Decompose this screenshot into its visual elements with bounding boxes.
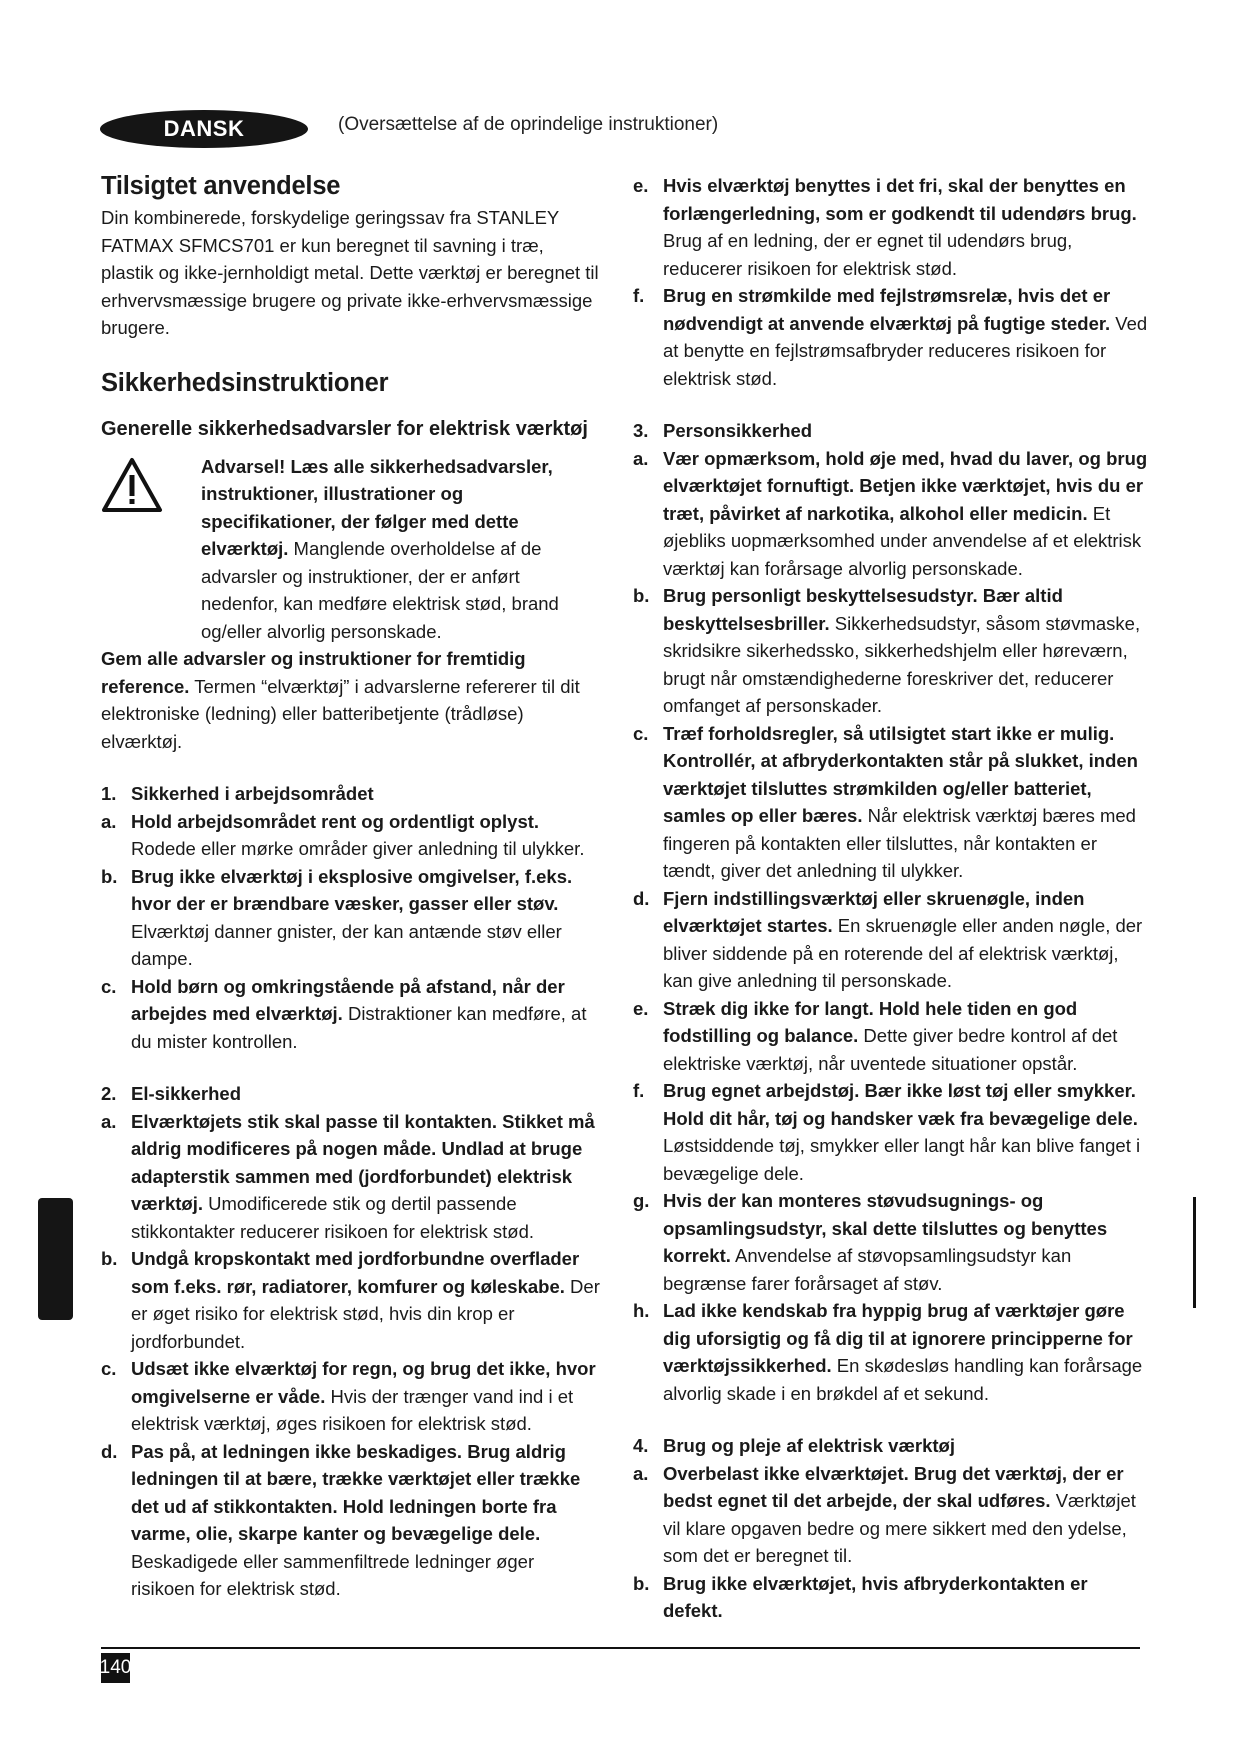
list-item: g. Hvis der kan monteres støvudsugnings- og opsamlingsudstyr, skal dette tilsluttes og benyttes korrekt. Anvendelse af støvopsamlingsudstyr kan begrænse farer forårsaget af støv. [633,1190,1108,1294]
section-3-list [633,445,1148,1408]
footer-rule [101,1647,1140,1649]
warning-triangle-icon [101,453,201,646]
list-item: d. Fjern indstillingsværktøj eller skruenøgle, inden elværktøjet startes. En skruenøgle eller anden nøgle, der bliver siddende på en roterende del af elektrisk værktøj, kan give anledning til personskade. [633,887,1143,991]
list-item: c. Træf forholdsregler, så utilsigtet start ikke er mulig. Kontrollér, at afbryderkontakten står på slukket, inden værktøjet tilsluttes strømkilden og/eller batteriet, samles op eller bæres. Når elektrisk værktøj bæres med fingeren på kontakten eller tilsluttes, når kontakten er tændt, giver det anledning til ulykker. [633,722,1138,881]
translation-subtitle: (Oversættelse af de oprindelige instruktioner) [338,114,719,135]
list-item: b. Brug ikke elværktøjet, hvis afbryderkontakten er defekt. [633,1572,1088,1621]
list-item: a. Elværktøjets stik skal passe til kontakten. Stikket må aldrig modificeres på nogen måde. Undlad at bruge adapterstik sammen med (jordforbundet) elektrisk værktøj. Umodificerede stik og dertil passende stikkontakter reducerer risikoen for elektrisk stød. [101,1110,595,1242]
list-item: h. Lad ikke kendskab fra hyppig brug af værktøjer gøre dig uforsigtig og få dig til at ignorere principperne for værktøjssikkerhed. En skødesløs handling kan forårsage alvorlig skade i en brøkdel af et sekund. [633,1300,1143,1404]
list-item: d. Pas på, at ledningen ikke beskadiges. Brug aldrig ledningen til at bære, trække værktøjet eller trække det ud af stikkontakten. Hold ledningen borte fra varme, olie, skarpe kanter og bevægelige dele. Beskadigede eller sammenfiltrede ledninger øger risikoen for elektrisk stød. [101,1440,581,1599]
general-safety-heading: Generelle sikkerhedsadvarsler for elektrisk værktøj [101,417,588,440]
list-item: e. Hvis elværktøj benyttes i det fri, skal der benyttes en forlængerledning, som er godkendt til udendørs brug. Brug af en ledning, der er egnet til udendørs brug, reducerer risikoen for elektrisk stød. [633,175,1137,279]
section-2-heading: 2. El-sikkerhed [101,1083,242,1104]
safety-instructions-heading: Sikkerhedsinstruktioner [101,368,389,397]
right-margin-mark [1193,1197,1196,1308]
page-number: 140 [101,1653,130,1683]
list-item: a. Vær opmærksom, hold øje med, hvad du laver, og brug elværktøjet fornuftigt. Betjen ikke værktøjet, hvis du er træt, påvirket af narkotika, alkohol eller medicin. Et øjebliks uopmærksomhed under anvendelse af et elektrisk værktøj kan forårsage alvorlig personskade. [633,447,1148,579]
list-item: b. Brug personligt beskyttelsesudstyr. Bær altid beskyttelsesbriller. Sikkerhedsudstyr, såsom støvmaske, skridsikre sikerhedssko, sikkerhedshjelm eller høreværn, brugt når omstændighederne foreskriver det, reducerer omfanget af personskader. [633,585,1141,716]
list-item: a. Hold arbejdsområdet rent og ordentligt oplyst. Rodede eller mørke områder giver anledning til ulykker. [101,810,585,859]
list-item: b. Undgå kropskontakt med jordforbundne overflader som f.eks. rør, radiatorer, komfurer og køleskabe. Der er øget risiko for elektrisk stød, hvis din krop er jordforbundet. [101,1248,600,1352]
right-column [633,172,1148,1625]
save-instructions-bold: Gem alle advarsler og instruktioner for fremtidig reference. [101,648,526,697]
list-item: a. Overbelast ikke elværktøjet. Brug det værktøj, der er bedst egnet til det arbejde, der skal udføres. Værktøjet vil klare opgaven bedre og mere sikkert med den ydelse, som det er beregnet til. [633,1462,1136,1566]
section-3-heading: 3. Personsikkerhed [633,420,813,441]
warning-bold-text: Advarsel! Læs alle sikkerhedsadvarsler, instruktioner, illustrationer og specifikationer, der følger med dette elværktøj. [201,455,553,559]
left-column [101,170,601,1603]
list-item: c. Hold børn og omkringstående på afstand, når der arbejdes med elværktøj. Distraktioner kan medføre, at du mister kontrollen. [101,975,587,1052]
section-1-heading: 1. Sikkerhed i arbejdsområdet [101,783,374,804]
list-item: e. Stræk dig ikke for langt. Hold hele tiden en god fodstilling og balance. Dette giver bedre kontrol af det elektriske værktøj, når uventede situationer opstår. [633,997,1118,1074]
section-4-heading: 4. Brug og pleje af elektrisk værktøj [633,1435,955,1456]
side-thumb-tab [38,1198,73,1320]
section-4-list [633,1460,1148,1625]
warning-text: Manglende overholdelse af de advarsler og instruktioner, der er anført nedenfor, kan medføre elektrisk stød, brand og/eller alvorlig personskade. [201,538,559,642]
list-item: f. Brug en strømkilde med fejlstrømsrelæ, hvis det er nødvendigt at anvende elværktøj på fugtige steder. Ved at benytte en fejlstrømsafbryder reduceres risikoen for elektrisk stød. [633,285,1148,389]
section-2-list [101,1108,601,1603]
intended-use-heading: Tilsigtet anvendelse [101,172,341,200]
list-item: b. Brug ikke elværktøj i eksplosive omgivelser, f.eks. hvor der er brændbare væsker, gasser eller støv. Elværktøj danner gnister, der kan antænde støv eller dampe. [101,865,573,969]
language-badge: DANSK [100,110,308,148]
list-item: f. Brug egnet arbejdstøj. Bær ikke løst tøj eller smykker. Hold dit hår, tøj og handsker væk fra bevægelige dele. Løstsiddende tøj, smykker eller langt hår kan blive fanget i bevægelige dele. [633,1080,1141,1184]
list-item: c. Udsæt ikke elværktøj for regn, og brug det ikke, hvor omgivelserne er våde. Hvis der trænger vand ind i et elektrisk værktøj, øges risikoen for elektrisk stød. [101,1358,596,1434]
warning-block [101,453,601,646]
save-instructions-text: Termen “elværktøj” i advarslerne refererer til dit elektroniske (ledning) eller batteribetjente (trådløse) elværktøj. [101,675,580,752]
section-2-continued-list [633,172,1148,392]
section-1-list [101,808,601,1056]
intended-use-text: Din kombinerede, forskydelige geringssav fra STANLEY FATMAX SFMCS701 er kun beregnet til savning i træ, plastik og ikke-jernholdigt metal. Dette værktøj er beregnet til erhvervsmæssige brugere og private ikke-erhvervsmæssige brugere. [101,207,599,338]
